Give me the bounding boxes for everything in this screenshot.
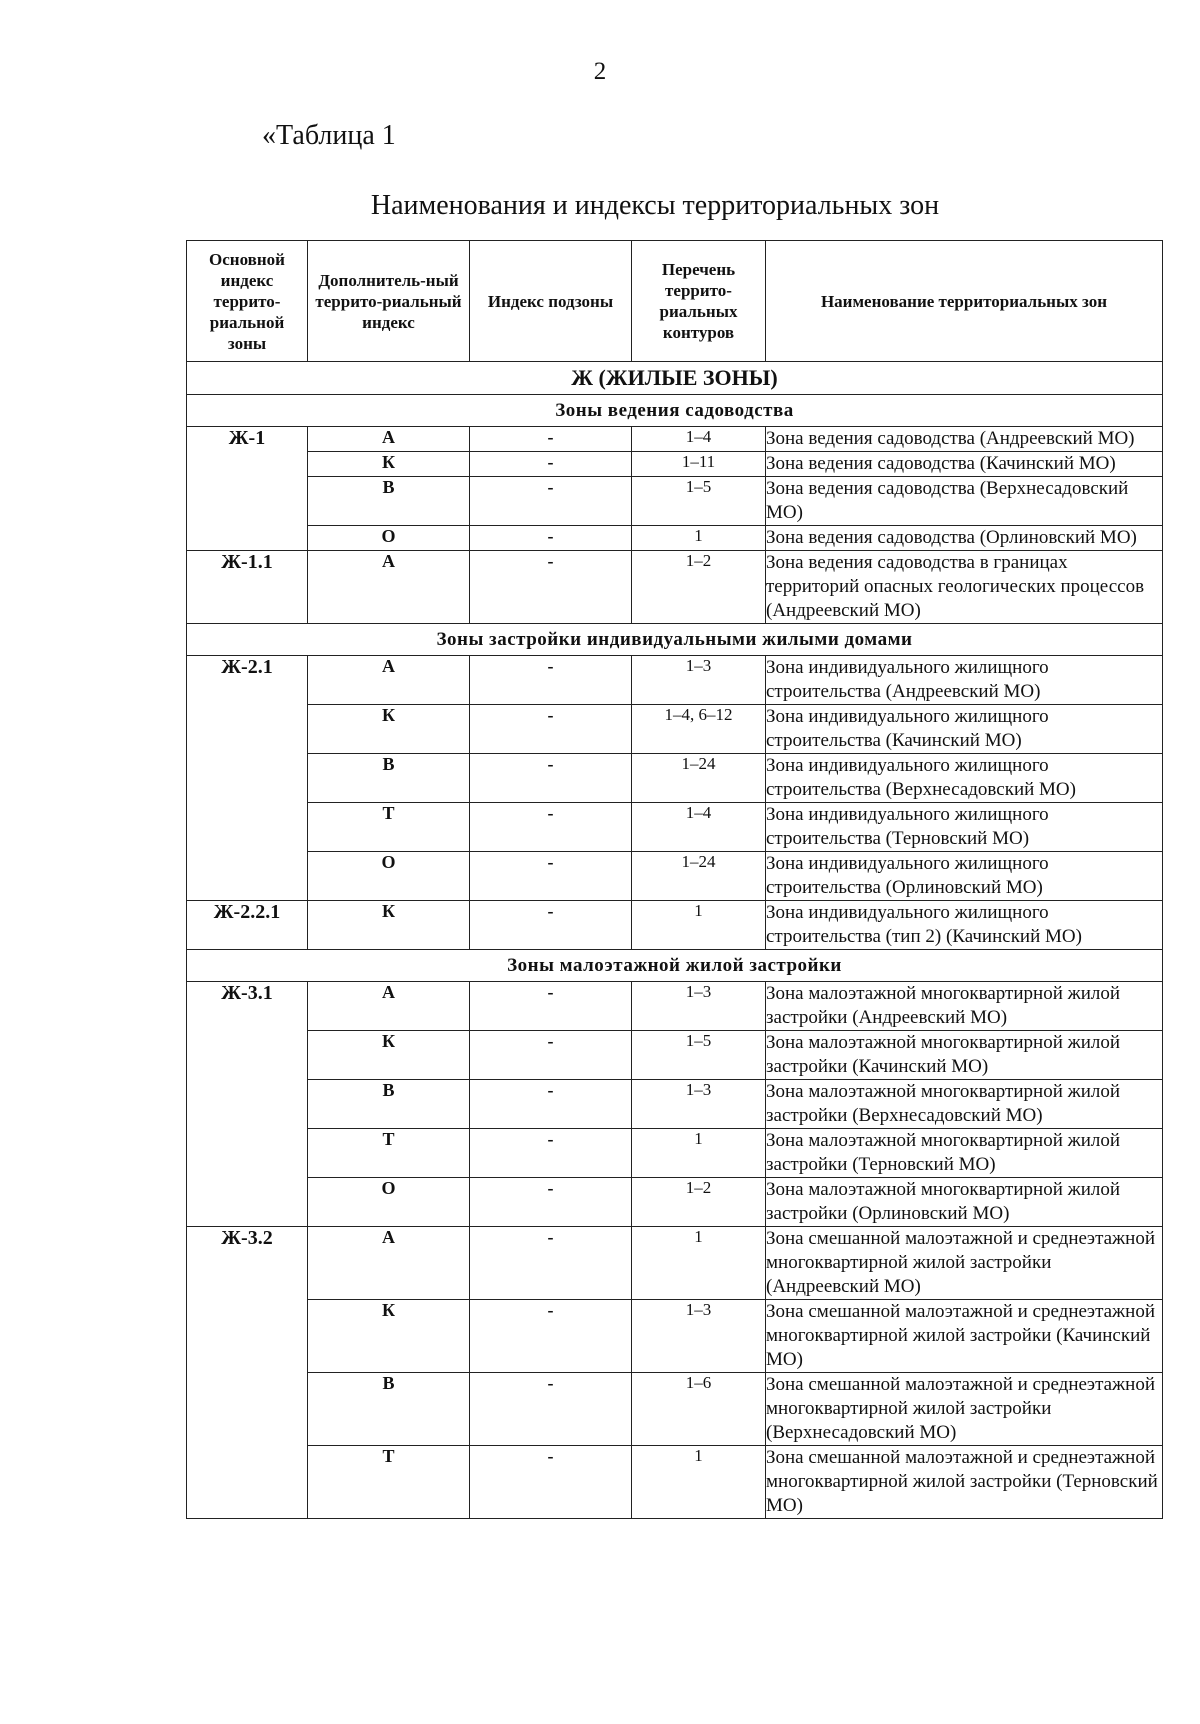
- additional-index-cell: А: [308, 427, 470, 452]
- subzone-index-cell: -: [470, 901, 632, 950]
- zone-name-cell: Зона смешанной малоэтажной и среднеэтажной многоквартирной жилой застройки (Терновский МО): [766, 1446, 1163, 1519]
- main-index-cell: Ж-1: [187, 427, 308, 551]
- additional-index-cell: В: [308, 1373, 470, 1446]
- table-caption: «Таблица 1: [262, 120, 396, 151]
- zones-table: [186, 240, 1163, 1519]
- additional-index-cell: А: [308, 1227, 470, 1300]
- table-row: [187, 1446, 1163, 1519]
- additional-index-cell: А: [308, 551, 470, 624]
- subzone-index-cell: -: [470, 1300, 632, 1373]
- zone-name-cell: Зона смешанной малоэтажной и среднеэтажной многоквартирной жилой застройки (Андреевский МО): [766, 1227, 1163, 1300]
- table-row: [187, 1227, 1163, 1300]
- header-additional-index: Дополнитель-ный террито-риальный индекс: [308, 241, 470, 362]
- group-title: Ж (ЖИЛЫЕ ЗОНЫ): [187, 362, 1163, 395]
- additional-index-cell: К: [308, 901, 470, 950]
- table-row: [187, 754, 1163, 803]
- contours-cell: 1: [632, 1227, 766, 1300]
- additional-index-cell: А: [308, 982, 470, 1031]
- additional-index-cell: Т: [308, 1446, 470, 1519]
- section-title: Зоны малоэтажной жилой застройки: [187, 950, 1163, 982]
- subzone-index-cell: -: [470, 1031, 632, 1080]
- main-index-cell: Ж-1.1: [187, 551, 308, 624]
- additional-index-cell: Т: [308, 1129, 470, 1178]
- zone-name-cell: Зона смешанной малоэтажной и среднеэтажной многоквартирной жилой застройки (Качинский МО): [766, 1300, 1163, 1373]
- contours-cell: 1: [632, 901, 766, 950]
- contours-cell: 1–4: [632, 803, 766, 852]
- contours-cell: 1: [632, 526, 766, 551]
- table-row: [187, 705, 1163, 754]
- zone-name-cell: Зона малоэтажной многоквартирной жилой застройки (Андреевский МО): [766, 982, 1163, 1031]
- table-row: [187, 1129, 1163, 1178]
- contours-cell: 1: [632, 1446, 766, 1519]
- additional-index-cell: К: [308, 705, 470, 754]
- table-row: [187, 982, 1163, 1031]
- table-row: [187, 526, 1163, 551]
- table-title: Наименования и индексы территориальных зон: [370, 190, 940, 221]
- zone-name-cell: Зона ведения садоводства (Андреевский МО): [766, 427, 1163, 452]
- subzone-index-cell: -: [470, 754, 632, 803]
- table-row: [187, 901, 1163, 950]
- table-row: [187, 1031, 1163, 1080]
- table-row: [187, 656, 1163, 705]
- zone-name-cell: Зона ведения садоводства (Орлиновский МО): [766, 526, 1163, 551]
- section-row: [187, 395, 1163, 427]
- zone-name-cell: Зона смешанной малоэтажной и среднеэтажной многоквартирной жилой застройки (Верхнесадовский МО): [766, 1373, 1163, 1446]
- zone-name-cell: Зона индивидуального жилищного строительства (Терновский МО): [766, 803, 1163, 852]
- subzone-index-cell: -: [470, 477, 632, 526]
- main-index-cell: Ж-2.1: [187, 656, 308, 901]
- table-row: [187, 852, 1163, 901]
- contours-cell: 1–6: [632, 1373, 766, 1446]
- additional-index-cell: О: [308, 852, 470, 901]
- additional-index-cell: Т: [308, 803, 470, 852]
- zone-name-cell: Зона индивидуального жилищного строительства (Орлиновский МО): [766, 852, 1163, 901]
- table-body: [187, 362, 1163, 1519]
- zone-name-cell: Зона ведения садоводства в границах территорий опасных геологических процессов (Андреевский МО): [766, 551, 1163, 624]
- header-subzone-index: Индекс подзоны: [470, 241, 632, 362]
- zone-name-cell: Зона малоэтажной многоквартирной жилой застройки (Качинский МО): [766, 1031, 1163, 1080]
- table-row: [187, 1178, 1163, 1227]
- table-row: [187, 1080, 1163, 1129]
- header-main-index: Основной индекс террито-риальной зоны: [187, 241, 308, 362]
- table-row: [187, 452, 1163, 477]
- additional-index-cell: К: [308, 1300, 470, 1373]
- contours-cell: 1–5: [632, 1031, 766, 1080]
- subzone-index-cell: -: [470, 656, 632, 705]
- subzone-index-cell: -: [470, 1080, 632, 1129]
- subzone-index-cell: -: [470, 982, 632, 1031]
- main-index-cell: Ж-3.2: [187, 1227, 308, 1519]
- zone-name-cell: Зона малоэтажной многоквартирной жилой застройки (Терновский МО): [766, 1129, 1163, 1178]
- subzone-index-cell: -: [470, 1373, 632, 1446]
- subzone-index-cell: -: [470, 1446, 632, 1519]
- zone-name-cell: Зона индивидуального жилищного строительства (Качинский МО): [766, 705, 1163, 754]
- group-row: [187, 362, 1163, 395]
- zone-name-cell: Зона индивидуального жилищного строительства (Верхнесадовский МО): [766, 754, 1163, 803]
- subzone-index-cell: -: [470, 705, 632, 754]
- header-contours-list: Перечень террито-риальных контуров: [632, 241, 766, 362]
- section-title: Зоны застройки индивидуальными жилыми домами: [187, 624, 1163, 656]
- additional-index-cell: В: [308, 1080, 470, 1129]
- contours-cell: 1–2: [632, 1178, 766, 1227]
- table-row: [187, 477, 1163, 526]
- section-title: Зоны ведения садоводства: [187, 395, 1163, 427]
- contours-cell: 1–4: [632, 427, 766, 452]
- additional-index-cell: В: [308, 477, 470, 526]
- additional-index-cell: К: [308, 1031, 470, 1080]
- contours-cell: 1–5: [632, 477, 766, 526]
- subzone-index-cell: -: [470, 1178, 632, 1227]
- zone-name-cell: Зона малоэтажной многоквартирной жилой застройки (Верхнесадовский МО): [766, 1080, 1163, 1129]
- contours-cell: 1–24: [632, 754, 766, 803]
- subzone-index-cell: -: [470, 526, 632, 551]
- table-row: [187, 551, 1163, 624]
- section-row: [187, 950, 1163, 982]
- subzone-index-cell: -: [470, 427, 632, 452]
- subzone-index-cell: -: [470, 1227, 632, 1300]
- subzone-index-cell: -: [470, 803, 632, 852]
- main-index-cell: Ж-3.1: [187, 982, 308, 1227]
- header-zone-name: Наименование территориальных зон: [766, 241, 1163, 362]
- contours-cell: 1–3: [632, 1300, 766, 1373]
- table-row: [187, 1373, 1163, 1446]
- table-row: [187, 427, 1163, 452]
- table-header: [187, 241, 1163, 362]
- additional-index-cell: А: [308, 656, 470, 705]
- table-row: [187, 1300, 1163, 1373]
- contours-cell: 1–24: [632, 852, 766, 901]
- zone-name-cell: Зона ведения садоводства (Верхнесадовский МО): [766, 477, 1163, 526]
- additional-index-cell: В: [308, 754, 470, 803]
- additional-index-cell: К: [308, 452, 470, 477]
- additional-index-cell: О: [308, 526, 470, 551]
- contours-cell: 1–3: [632, 982, 766, 1031]
- main-index-cell: Ж-2.2.1: [187, 901, 308, 950]
- table-row: [187, 803, 1163, 852]
- subzone-index-cell: -: [470, 551, 632, 624]
- page-number: 2: [593, 58, 607, 85]
- zone-name-cell: Зона индивидуального жилищного строительства (Андреевский МО): [766, 656, 1163, 705]
- additional-index-cell: О: [308, 1178, 470, 1227]
- contours-cell: 1: [632, 1129, 766, 1178]
- contours-cell: 1–2: [632, 551, 766, 624]
- subzone-index-cell: -: [470, 852, 632, 901]
- zone-name-cell: Зона ведения садоводства (Качинский МО): [766, 452, 1163, 477]
- section-row: [187, 624, 1163, 656]
- contours-cell: 1–3: [632, 1080, 766, 1129]
- zone-name-cell: Зона малоэтажной многоквартирной жилой застройки (Орлиновский МО): [766, 1178, 1163, 1227]
- contours-cell: 1–4, 6–12: [632, 705, 766, 754]
- zone-name-cell: Зона индивидуального жилищного строительства (тип 2) (Качинский МО): [766, 901, 1163, 950]
- contours-cell: 1–11: [632, 452, 766, 477]
- subzone-index-cell: -: [470, 452, 632, 477]
- contours-cell: 1–3: [632, 656, 766, 705]
- subzone-index-cell: -: [470, 1129, 632, 1178]
